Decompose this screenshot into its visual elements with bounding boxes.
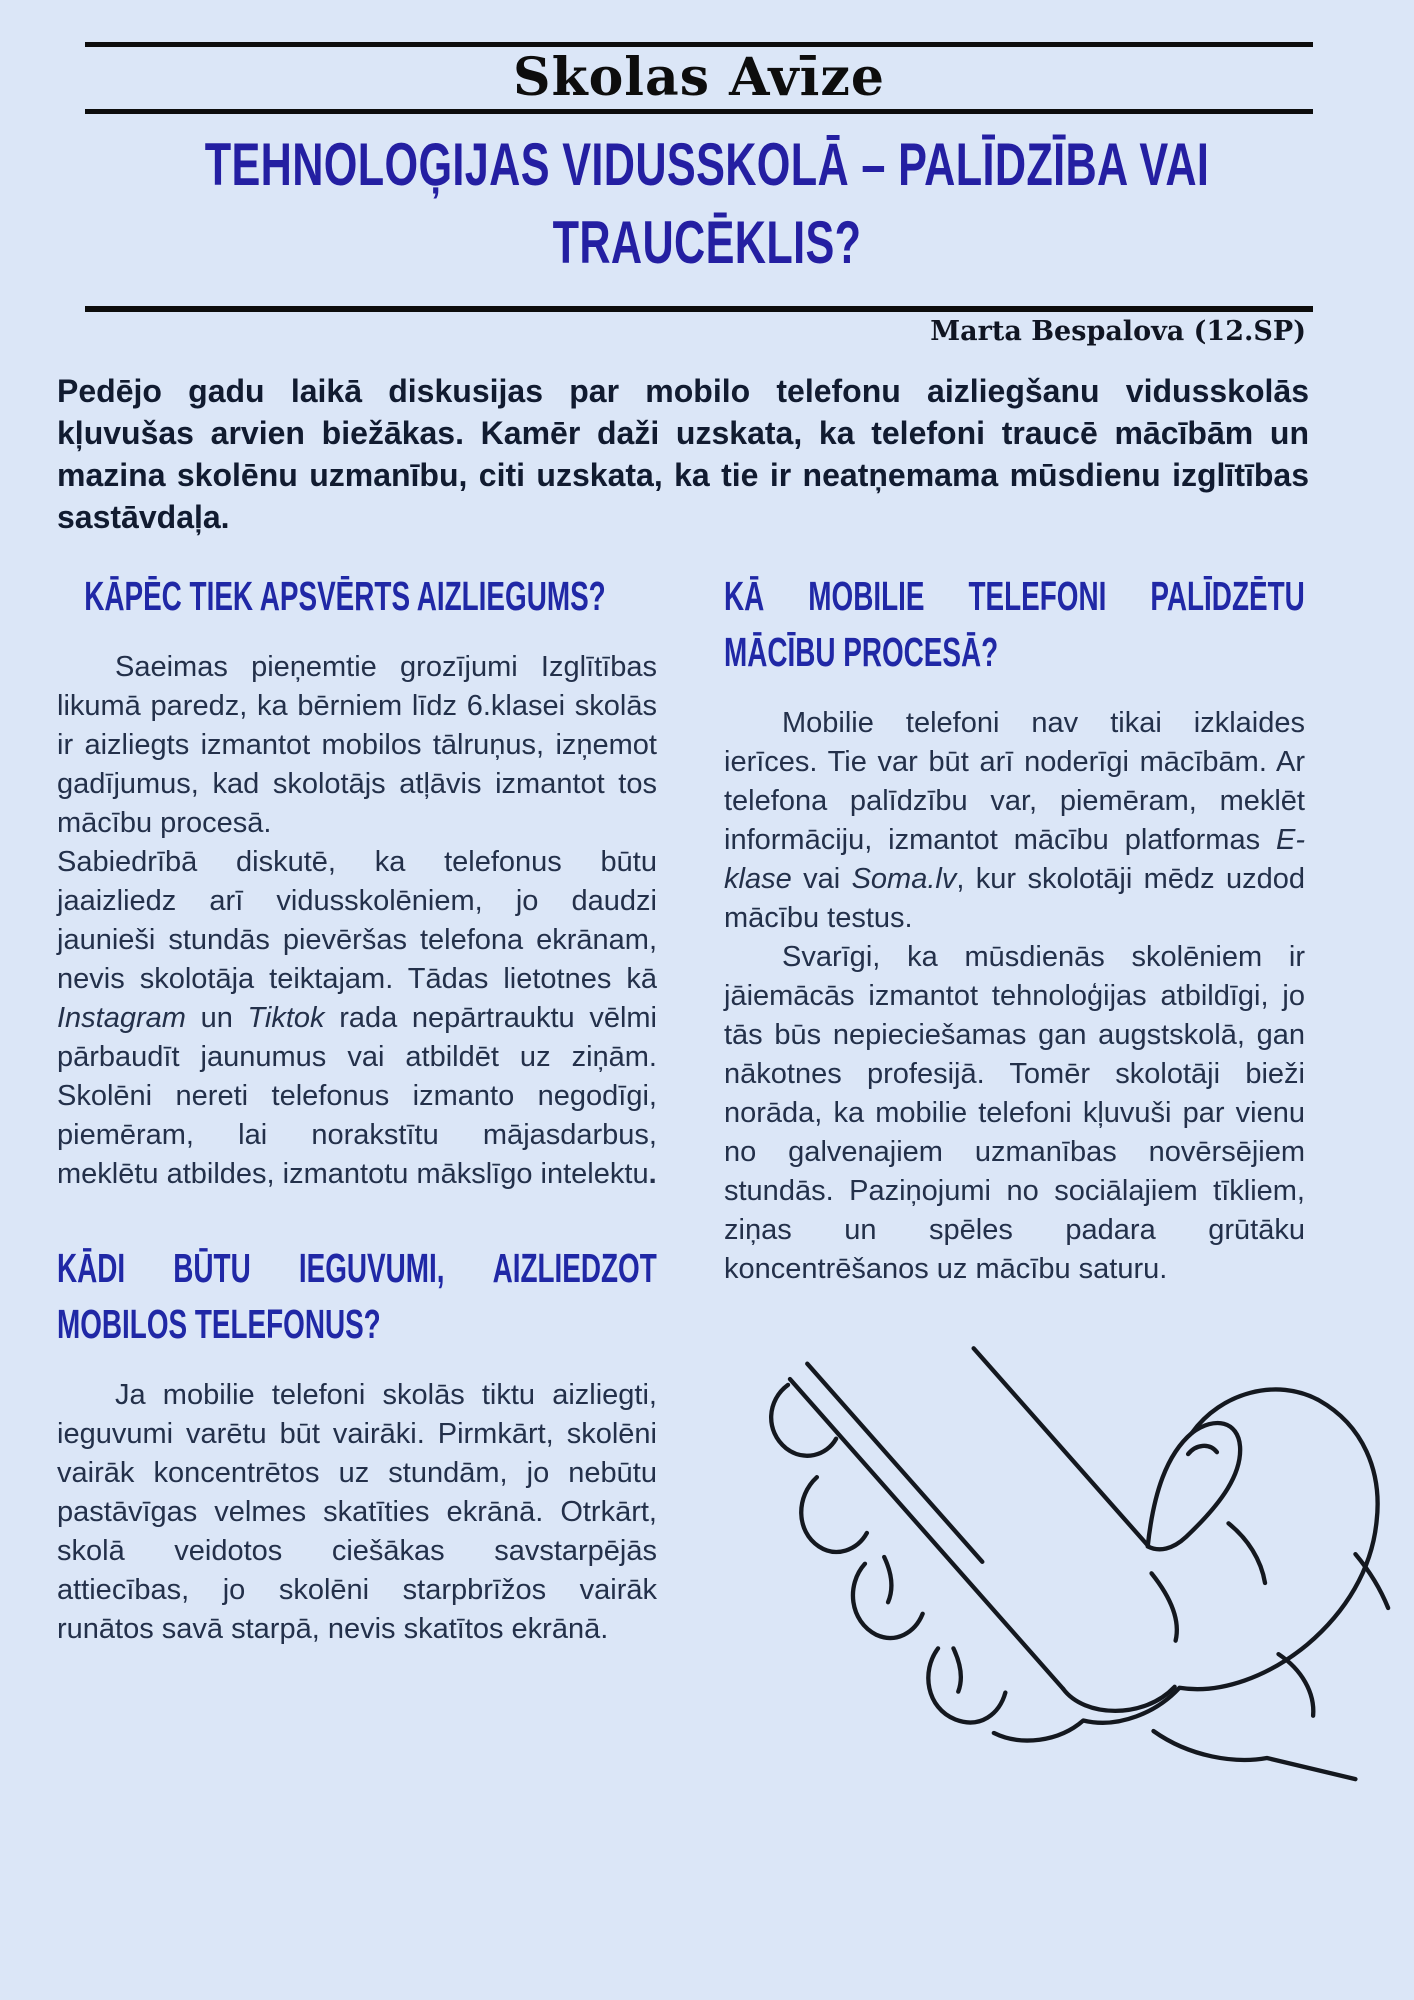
- paragraph-responsible-use: Svarīgi, ka mūsdienās skolēniem ir jāiemācās izmantot tehnoloģijas atbildīgi, jo tās būs nepieciešamas gan augstskolā, gan nākotnes profesijā. Tomēr skolotāji bieži norāda, ka mobilie telefoni kļuvuši par vienu no galvenajiem uzmanības novērsējiem stundās. Paziņojumi no sociālajiem tīkliem, ziņas un spēles padara grūtāku koncentrēšanos uz mācību saturu.: [724, 941, 1305, 1285]
- section-heading-ban-benefits: KĀDI BŪTU IEGUVUMI, AIZLIEDZOT MOBILOS TELEFONUS?: [57, 1245, 657, 1347]
- right-column: [724, 568, 1305, 1783]
- article-title-line-1: TEHNOLOĢIJAS VIDUSSKOLĀ – PALĪDZĪBA VAI: [204, 131, 1210, 198]
- hand-holding-phone-illustration: [730, 1331, 1400, 1783]
- hand-phone-drawing-icon: [730, 1331, 1400, 1783]
- paragraph-ban-benefits: Ja mobilie telefoni skolās tiktu aizliegti, ieguvumi varētu būt vairāki. Pirmkārt, skolēni vairāk koncentrētos uz stundām, jo nebūtu pastāvīgas velmes skatīties ekrānā. Otrkārt, skolā veidotos ciešākas savstarpējās attiecības, jo skolēni starpbrīžos vairāk runātos savā starpā, nevis skatītos ekrānā.: [57, 1379, 657, 1645]
- byline-rule: [85, 306, 1313, 312]
- article-title-line-2: TRAUCĒKLIS?: [552, 209, 862, 276]
- article-columns: [57, 568, 1305, 1783]
- paragraph-ban-law: Saeimas pieņemtie grozījumi Izglītības likumā paredz, ka bērniem līdz 6.klasei skolās ir aizliegts izmantot mobilos tālruņus, izņemot gadījumus, kad skolotājs atļāvis izmantot tos mācību procesā.: [57, 651, 657, 839]
- article-title: [93, 126, 1321, 282]
- paragraph-phones-useful: Mobilie telefoni nav tikai izklaides ierīces. Tie var būt arī noderīgi mācībām. Ar telefona palīdzību var, piemēram, meklēt informāciju, izmantot mācību platformas E-klase vai Soma.lv, kur skolotāji mēdz uzdod mācību testus.: [724, 707, 1305, 934]
- section-heading-ban-reasons: KĀPĒC TIEK APSVĒRTS AIZLIEGUMS?: [84, 573, 606, 619]
- article-byline: Marta Bespalova (12.SP): [930, 316, 1306, 347]
- section-heading-phones-help: KĀ MOBILIE TELEFONI PALĪDZĒTU MĀCĪBU PROCESĀ?: [724, 573, 1305, 675]
- masthead-title: Skolas Avīze: [513, 47, 885, 108]
- paragraph-ban-discussion: Sabiedrībā diskutē, ka telefonus būtu jaaizliedz arī vidusskolēniem, jo daudzi jaunieši stundās pievēršas telefona ekrānam, nevis skolotāja teiktajam. Tādas lietotnes kā Instagram un Tiktok rada nepārtrauktu vēlmi pārbaudīt jaunumus vai atbildēt uz ziņām. Skolēni nereti telefonus izmanto negodīgi, piemēram, lai norakstītu mājasdarbus, meklētu atbildes, izmantotu mākslīgo intelektu.: [57, 846, 657, 1190]
- article-intro: Pedējo gadu laikā diskusijas par mobilo telefonu aizliegšanu vidusskolās kļuvušas arvien biežākas. Kamēr daži uzskata, ka telefoni traucē mācībām un mazina skolēnu uzmanību, citi uzskata, ka tie ir neatņemama mūsdienu izglītības sastāvdaļa.: [57, 373, 1309, 535]
- left-column: [57, 568, 657, 1649]
- masthead-bottom-rule: [85, 109, 1313, 114]
